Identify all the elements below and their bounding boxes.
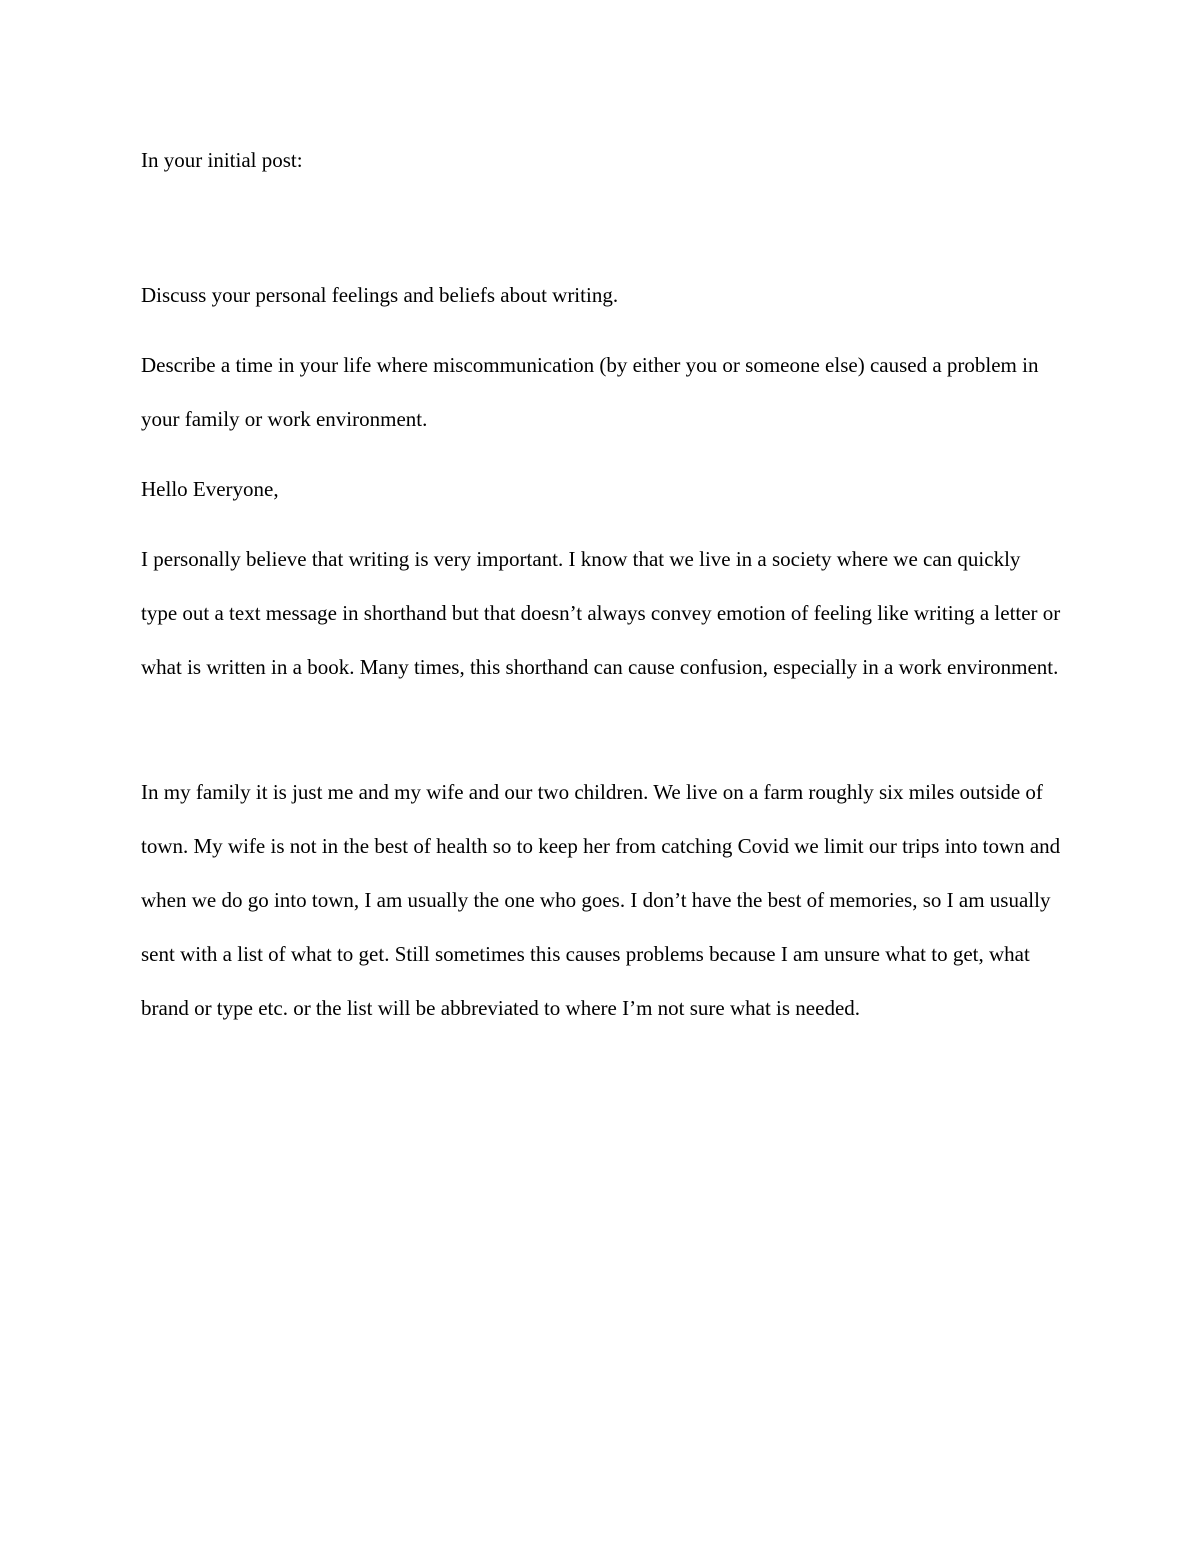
prompt-question-1: Discuss your personal feelings and beliefs about writing. [141, 283, 619, 307]
body-paragraph-2: In my family it is just me and my wife and our two children. We live on a farm roughly six miles outside of town. My wife is not in the best of health so to keep her from catching Covid we limit our trips into town and when we do go into town, I am usually the one who goes. I don’t have the best of memories, so I am usually sent with a list of what to get. Still sometimes this causes problems because I am unsure what to get, what brand or type etc. or the list will be abbreviated to where I’m not sure what is needed. [141, 780, 1061, 1020]
prompt-question-2: Describe a time in your life where miscommunication (by either you or someone else) caused a problem in your family or work environment. [141, 353, 1039, 431]
greeting: Hello Everyone, [141, 477, 279, 501]
body-paragraph-1: I personally believe that writing is very important. I know that we live in a society where we can quickly type out a text message in shorthand but that doesn’t always convey emotion of feeling like writing a letter or what is written in a book. Many times, this shorthand can cause confusion, especially in a work environment. [141, 547, 1061, 679]
intro-heading: In your initial post: [141, 148, 303, 172]
